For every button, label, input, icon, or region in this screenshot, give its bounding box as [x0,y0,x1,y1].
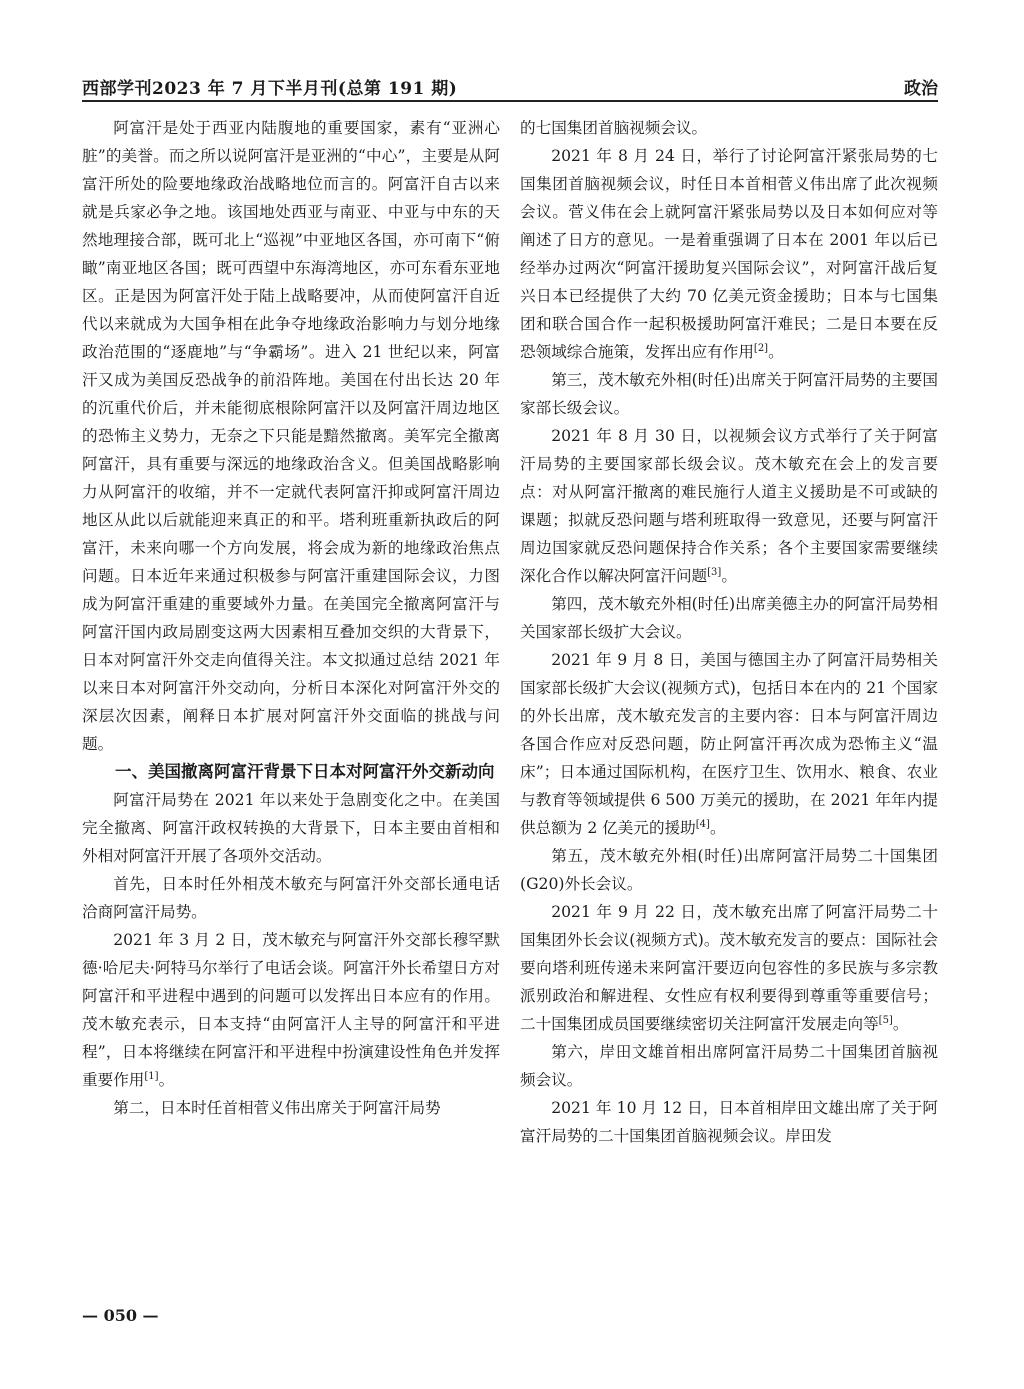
citation-ref: [5] [878,1014,893,1026]
paragraph-with-ref [520,422,938,590]
paragraph-end: 。 [158,1071,175,1089]
paragraph-with-ref [520,646,938,842]
paragraph-end: 。 [709,819,726,837]
header-rule [82,100,938,102]
paragraph-text: 2021 年 8 月 30 日，以视频会议方式举行了关于阿富汗局势的主要国家部长级会议。茂木敏充在会上的发言要点：对从阿富汗撤离的难民施行人道主义援助是不可或缺的课题；拟就反恐问题与塔利班取得一致意见，还要与阿富汗周边国家就反恐问题保持合作关系；各个主要国家需要继续深化合作以解决阿富汗问题 [520,427,938,585]
page-number: — 050 — [82,1306,159,1325]
paragraph-end: 。 [768,343,784,361]
citation-ref: [1] [144,1070,159,1082]
paragraph-end: 。 [892,1015,909,1033]
paragraph-text: 2021 年 8 月 24 日，举行了讨论阿富汗紧张局势的七国集团首脑视频会议，时任日本首相菅义伟出席了此次视频会议。菅义伟在会上就阿富汗紧张局势以及日本如何应对等阐述了日方的意见。一是着重强调了日本在 2001 年以后已经举办过两次“阿富汗援助复兴国际会议”，对阿富汗战后复兴日本已经提供了大约 70 亿美元资金援助；日本与七国集团和联合国合作一起积极援助阿富汗难民；二是日本要在反恐领域综合施策，发挥出应有作用 [520,147,938,361]
paragraph: 阿富汗局势在 2021 年以来处于急剧变化之中。在美国完全撤离、阿富汗政权转换的大背景下，日本主要由首相和外相对阿富汗开展了各项外交活动。 [82,791,500,865]
citation-ref: [2] [753,342,769,354]
section-heading: 一、美国撤离阿富汗背景下日本对阿富汗外交新动向 [115,762,495,781]
paragraph: 第四，茂木敏充外相(时任)出席美德主办的阿富汗局势相关国家部长级扩大会议。 [520,595,938,641]
citation-ref: [3] [707,566,722,578]
page-header [82,74,938,102]
paragraph-text: 2021 年 3 月 2 日，茂木敏充与阿富汗外交部长穆罕默德·哈尼夫·阿特马尔举行了电话会谈。阿富汗外长希望日方对阿富汗和平进程中遇到的问题可以发挥出日本应有的作用。茂木敏充表示，日本支持“由阿富汗人主导的阿富汗和平进程”，日本将继续在阿富汗和平进程中扮演建设性角色并发挥重要作用 [82,931,500,1089]
right-column [520,114,938,1150]
journal-title: 西部学刊2023 年 7 月下半月刊(总第 191 期) [82,79,458,99]
paragraph: 第五，茂木敏充外相(时任)出席阿富汗局势二十国集团(G20)外长会议。 [520,847,938,893]
paragraph: 第二，日本时任首相菅义伟出席关于阿富汗局势 [113,1099,441,1117]
section-label: 政治 [904,79,938,99]
paragraph-end: 。 [721,567,737,585]
paragraph-text: 2021 年 9 月 22 日，茂木敏充出席了阿富汗局势二十国集团外长会议(视频方式)。茂木敏充发言的要点：国际社会要向塔利班传递未来阿富汗要迈向包容性的多民族与多宗教派别政治和解进程、女性应有权利要得到尊重等重要信号；二十国集团成员国要继续密切关注阿富汗发展走向等 [520,903,938,1033]
paragraph-with-ref [520,142,938,366]
paragraph-text: 2021 年 9 月 8 日，美国与德国主办了阿富汗局势相关国家部长级扩大会议(视频方式)，包括日本在内的 21 个国家的外长出席，茂木敏充发言的主要内容：日本与阿富汗周边各国合作应对反恐问题，防止阿富汗再次成为恐怖主义“温床”；日本通过国际机构，在医疗卫生、饮用水、粮食、农业与教育等领域提供 6 500 万美元的援助，在 2021 年年内提供总额为 2 亿美元的援助 [520,651,938,837]
paragraph-with-ref [82,926,500,1094]
paragraph: 2021 年 10 月 12 日，日本首相岸田文雄出席了关于阿富汗局势的二十国集团首脑视频会议。岸田发 [520,1099,938,1145]
paragraph: 第六，岸田文雄首相出席阿富汗局势二十国集团首脑视频会议。 [520,1043,938,1089]
paragraph-with-ref [520,898,938,1038]
paragraph-intro: 阿富汗是处于西亚内陆腹地的重要国家，素有“亚洲心脏”的美誉。而之所以说阿富汗是亚洲的“中心”，主要是从阿富汗所处的险要地缘政治战略地位而言的。阿富汗自古以来就是兵家必争之地。该国地处西亚与南亚、中亚与中东的天然地理接合部，既可北上“巡视”中亚地区各国，亦可南下“俯瞰”南亚地区各国；既可西望中东海湾地区，亦可东看东亚地区。正是因为阿富汗处于陆上战略要冲，从而使阿富汗自近代以来就成为大国争相在此争夺地缘政治影响力与划分地缘政治范围的“逐鹿地”与“争霸场”。进入 21 世纪以来，阿富汗又成为美国反恐战争的前沿阵地。美国在付出长达 20 年的沉重代价后，并未能彻底根除阿富汗以及阿富汗周边地区的恐怖主义势力，无奈之下只能是黯然撤离。美军完全撤离阿富汗，具有重要与深远的地缘政治含义。但美国战略影响力从阿富汗的收缩，并不一定就代表阿富汗抑或阿富汗周边地区从此以后就能迎来真正的和平。塔利班重新执政后的阿富汗，未来向哪一个方向发展，将会成为新的地缘政治焦点问题。日本近年来通过积极参与阿富汗重建国际会议，力图成为阿富汗重建的重要域外力量。在美国完全撤离阿富汗与阿富汗国内政局剧变这两大因素相互叠加交织的大背景下，日本对阿富汗外交走向值得关注。本文拟通过总结 2021 年以来日本对阿富汗外交动向，分析日本深化对阿富汗外交的深层次因素，阐释日本扩展对阿富汗外交面临的挑战与问题。 [82,119,500,753]
paragraph: 第三，茂木敏充外相(时任)出席关于阿富汗局势的主要国家部长级会议。 [520,371,938,417]
paragraph: 首先，日本时任外相茂木敏充与阿富汗外交部长通电话洽商阿富汗局势。 [82,875,500,921]
left-column [82,114,500,1122]
citation-ref: [4] [695,818,710,830]
paragraph-continued: 的七国集团首脑视频会议。 [520,119,708,137]
